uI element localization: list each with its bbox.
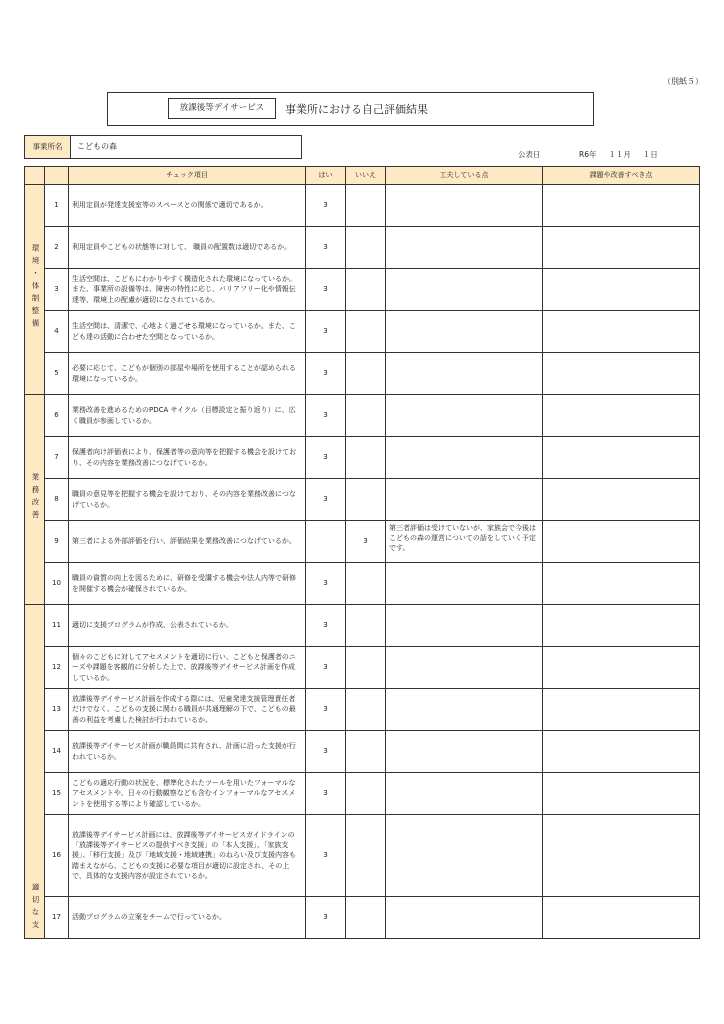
issues-cell xyxy=(543,437,700,479)
service-type-tag: 放課後等デイサービス xyxy=(168,98,276,119)
row-number: 5 xyxy=(45,353,69,395)
row-number: 6 xyxy=(45,395,69,437)
effort-cell xyxy=(386,437,543,479)
yes-count: 3 xyxy=(306,731,346,773)
yes-count: 3 xyxy=(306,897,346,939)
category-label: 適切な支 xyxy=(30,882,40,933)
category-label: 業務改善 xyxy=(30,472,40,523)
yes-count: 3 xyxy=(306,395,346,437)
issues-cell xyxy=(543,563,700,605)
table-row xyxy=(25,605,700,647)
row-number: 14 xyxy=(45,731,69,773)
yes-count: 3 xyxy=(306,605,346,647)
category-environment xyxy=(25,185,45,395)
row-number: 10 xyxy=(45,563,69,605)
check-item: 利用定員やこどもの状態等に対して、 職員の配置数は適切であるか。 xyxy=(69,227,306,269)
category-business-improvement xyxy=(25,395,45,605)
issues-cell xyxy=(543,311,700,353)
table-row xyxy=(25,773,700,815)
yes-count: 3 xyxy=(306,563,346,605)
issues-cell xyxy=(543,395,700,437)
no-count xyxy=(346,773,386,815)
table-row xyxy=(25,647,700,689)
table-header-row xyxy=(25,167,700,185)
header-check-item: チェック項目 xyxy=(69,167,306,185)
effort-cell xyxy=(386,395,543,437)
row-number: 8 xyxy=(45,479,69,521)
effort-cell xyxy=(386,563,543,605)
row-number: 12 xyxy=(45,647,69,689)
yes-count: 3 xyxy=(306,773,346,815)
table-row xyxy=(25,815,700,897)
office-name-value: こどもの森 xyxy=(77,142,117,151)
category-label: 環境・体制整備 xyxy=(30,244,40,332)
issues-cell xyxy=(543,227,700,269)
category-appropriate-support xyxy=(25,605,45,939)
title-box xyxy=(107,92,594,126)
table-row xyxy=(25,479,700,521)
row-number: 1 xyxy=(45,185,69,227)
header-yes: はい xyxy=(306,167,346,185)
header-category xyxy=(25,167,45,185)
check-item: 放課後等デイサービス計画には、放課後等デイサービスガイドラインの「放課後等デイサービスの提供すべき支援」の「本人支援」、「家族支援」、「移行支援」及び「地域支援・地域連携」のねらい及び支援内容も踏まえながら、こどもの支援に必要な項目が適切に設定され、その上で、具体的な支援内容が設定されているか。 xyxy=(69,815,306,897)
header-number xyxy=(45,167,69,185)
header-effort: 工夫している点 xyxy=(386,167,543,185)
issues-cell xyxy=(543,521,700,563)
no-count xyxy=(346,605,386,647)
no-count xyxy=(346,269,386,311)
row-number: 2 xyxy=(45,227,69,269)
check-item: 第三者による外部評価を行い、評価結果を業務改善につなげているか。 xyxy=(69,521,306,563)
yes-count xyxy=(306,521,346,563)
publish-date-label: 公表日 xyxy=(518,150,541,159)
table-row xyxy=(25,353,700,395)
no-count xyxy=(346,689,386,731)
table-row xyxy=(25,227,700,269)
yes-count: 3 xyxy=(306,689,346,731)
check-item: 必要に応じて、こどもが個別の部屋や場所を使用することが認められる環境になっているか。 xyxy=(69,353,306,395)
row-number: 3 xyxy=(45,269,69,311)
row-number: 13 xyxy=(45,689,69,731)
effort-cell xyxy=(386,185,543,227)
effort-cell xyxy=(386,353,543,395)
publish-date-value: R6年 １１月 １日 xyxy=(579,150,658,159)
check-item: こどもの適応行動の状況を、標準化されたツールを用いたフォーマルなアセスメントや、日々の行動観察なども含むインフォーマルなアセスメントを使用する等により確認しているか。 xyxy=(69,773,306,815)
issues-cell xyxy=(543,185,700,227)
effort-cell xyxy=(386,897,543,939)
yes-count: 3 xyxy=(306,479,346,521)
effort-cell xyxy=(386,269,543,311)
no-count xyxy=(346,563,386,605)
no-count xyxy=(346,731,386,773)
issues-cell xyxy=(543,773,700,815)
check-item: 生活空間は、清潔で、心地よく過ごせる環境になっているか。また、こども達の活動に合わせた空間となっているか。 xyxy=(69,311,306,353)
yes-count: 3 xyxy=(306,353,346,395)
table-row xyxy=(25,437,700,479)
yes-count: 3 xyxy=(306,815,346,897)
yes-count: 3 xyxy=(306,437,346,479)
no-count xyxy=(346,647,386,689)
row-number: 7 xyxy=(45,437,69,479)
effort-cell xyxy=(386,773,543,815)
header-no: いいえ xyxy=(346,167,386,185)
issues-cell xyxy=(543,269,700,311)
no-count xyxy=(346,311,386,353)
table-row xyxy=(25,521,700,563)
issues-cell xyxy=(543,479,700,521)
check-item: 活動プログラムの立案をチームで行っているか。 xyxy=(69,897,306,939)
no-count xyxy=(346,815,386,897)
table-row xyxy=(25,311,700,353)
no-count xyxy=(346,227,386,269)
office-name-label: 事業所名 xyxy=(25,136,71,158)
table-row xyxy=(25,731,700,773)
issues-cell xyxy=(543,353,700,395)
table-row xyxy=(25,563,700,605)
yes-count: 3 xyxy=(306,227,346,269)
check-item: 業務改善を進めるためのPDCA サイクル（目標設定と振り返り）に、広く職員が参画しているか。 xyxy=(69,395,306,437)
yes-count: 3 xyxy=(306,311,346,353)
effort-cell xyxy=(386,731,543,773)
check-item: 生活空間は、こどもにわかりやすく構造化された環境になっているか。また、事業所の設備等は、障害の特性に応じ、バリアフリー化や情報伝達等、環境上の配慮が適切になされているか。 xyxy=(69,269,306,311)
check-item: 職員の意見等を把握する機会を設けており、その内容を業務改善につなげているか。 xyxy=(69,479,306,521)
effort-cell: 第三者評価は受けていないが、家族会で今後はこどもの森の運営についての話をしていく予定です。 xyxy=(386,521,543,563)
table-row xyxy=(25,395,700,437)
row-number: 11 xyxy=(45,605,69,647)
effort-cell xyxy=(386,689,543,731)
check-item: 放課後等デイサービス計画が職員間に共有され、計画に沿った支援が行われているか。 xyxy=(69,731,306,773)
table-row xyxy=(25,897,700,939)
issues-cell xyxy=(543,815,700,897)
table-row xyxy=(25,185,700,227)
check-item: 職員の資質の向上を図るために、研修を受講する機会や法人内等で研修を開催する機会が確保されているか。 xyxy=(69,563,306,605)
row-number: 16 xyxy=(45,815,69,897)
effort-cell xyxy=(386,227,543,269)
check-item: 利用定員が発達支援室等のスペースとの関係で適切であるか。 xyxy=(69,185,306,227)
check-item: 保護者向け評価表により、保護者等の意向等を把握する機会を設けており、その内容を業務改善につなげているか。 xyxy=(69,437,306,479)
issues-cell xyxy=(543,731,700,773)
yes-count: 3 xyxy=(306,647,346,689)
table-row xyxy=(25,689,700,731)
no-count: 3 xyxy=(346,521,386,563)
yes-count: 3 xyxy=(306,269,346,311)
page-title: 事業所における自己評価結果 xyxy=(285,103,428,116)
no-count xyxy=(346,479,386,521)
effort-cell xyxy=(386,605,543,647)
table-row xyxy=(25,269,700,311)
check-item: 個々のこどもに対してアセスメントを適切に行い、こどもと保護者のニーズや課題を客観的に分析した上で、放課後等デイサービス計画を作成しているか。 xyxy=(69,647,306,689)
yes-count: 3 xyxy=(306,185,346,227)
no-count xyxy=(346,395,386,437)
no-count xyxy=(346,437,386,479)
issues-cell xyxy=(543,605,700,647)
no-count xyxy=(346,897,386,939)
row-number: 15 xyxy=(45,773,69,815)
annex-label: （別紙５） xyxy=(663,77,703,86)
row-number: 4 xyxy=(45,311,69,353)
effort-cell xyxy=(386,647,543,689)
effort-cell xyxy=(386,311,543,353)
row-number: 17 xyxy=(45,897,69,939)
issues-cell xyxy=(543,647,700,689)
effort-cell xyxy=(386,479,543,521)
self-evaluation-table xyxy=(24,166,700,939)
row-number: 9 xyxy=(45,521,69,563)
issues-cell xyxy=(543,689,700,731)
header-issues: 課題や改善すべき点 xyxy=(543,167,700,185)
issues-cell xyxy=(543,897,700,939)
check-item: 適切に支援プログラムが作成、公表されているか。 xyxy=(69,605,306,647)
effort-cell xyxy=(386,815,543,897)
no-count xyxy=(346,185,386,227)
check-item: 放課後等デイサービス計画を作成する際には、児童発達支援管理責任者だけでなく、こどもの支援に関わる職員が共通理解の下で、こどもの最善の利益を考慮した検討が行われているか。 xyxy=(69,689,306,731)
no-count xyxy=(346,353,386,395)
office-name-box xyxy=(24,135,302,159)
